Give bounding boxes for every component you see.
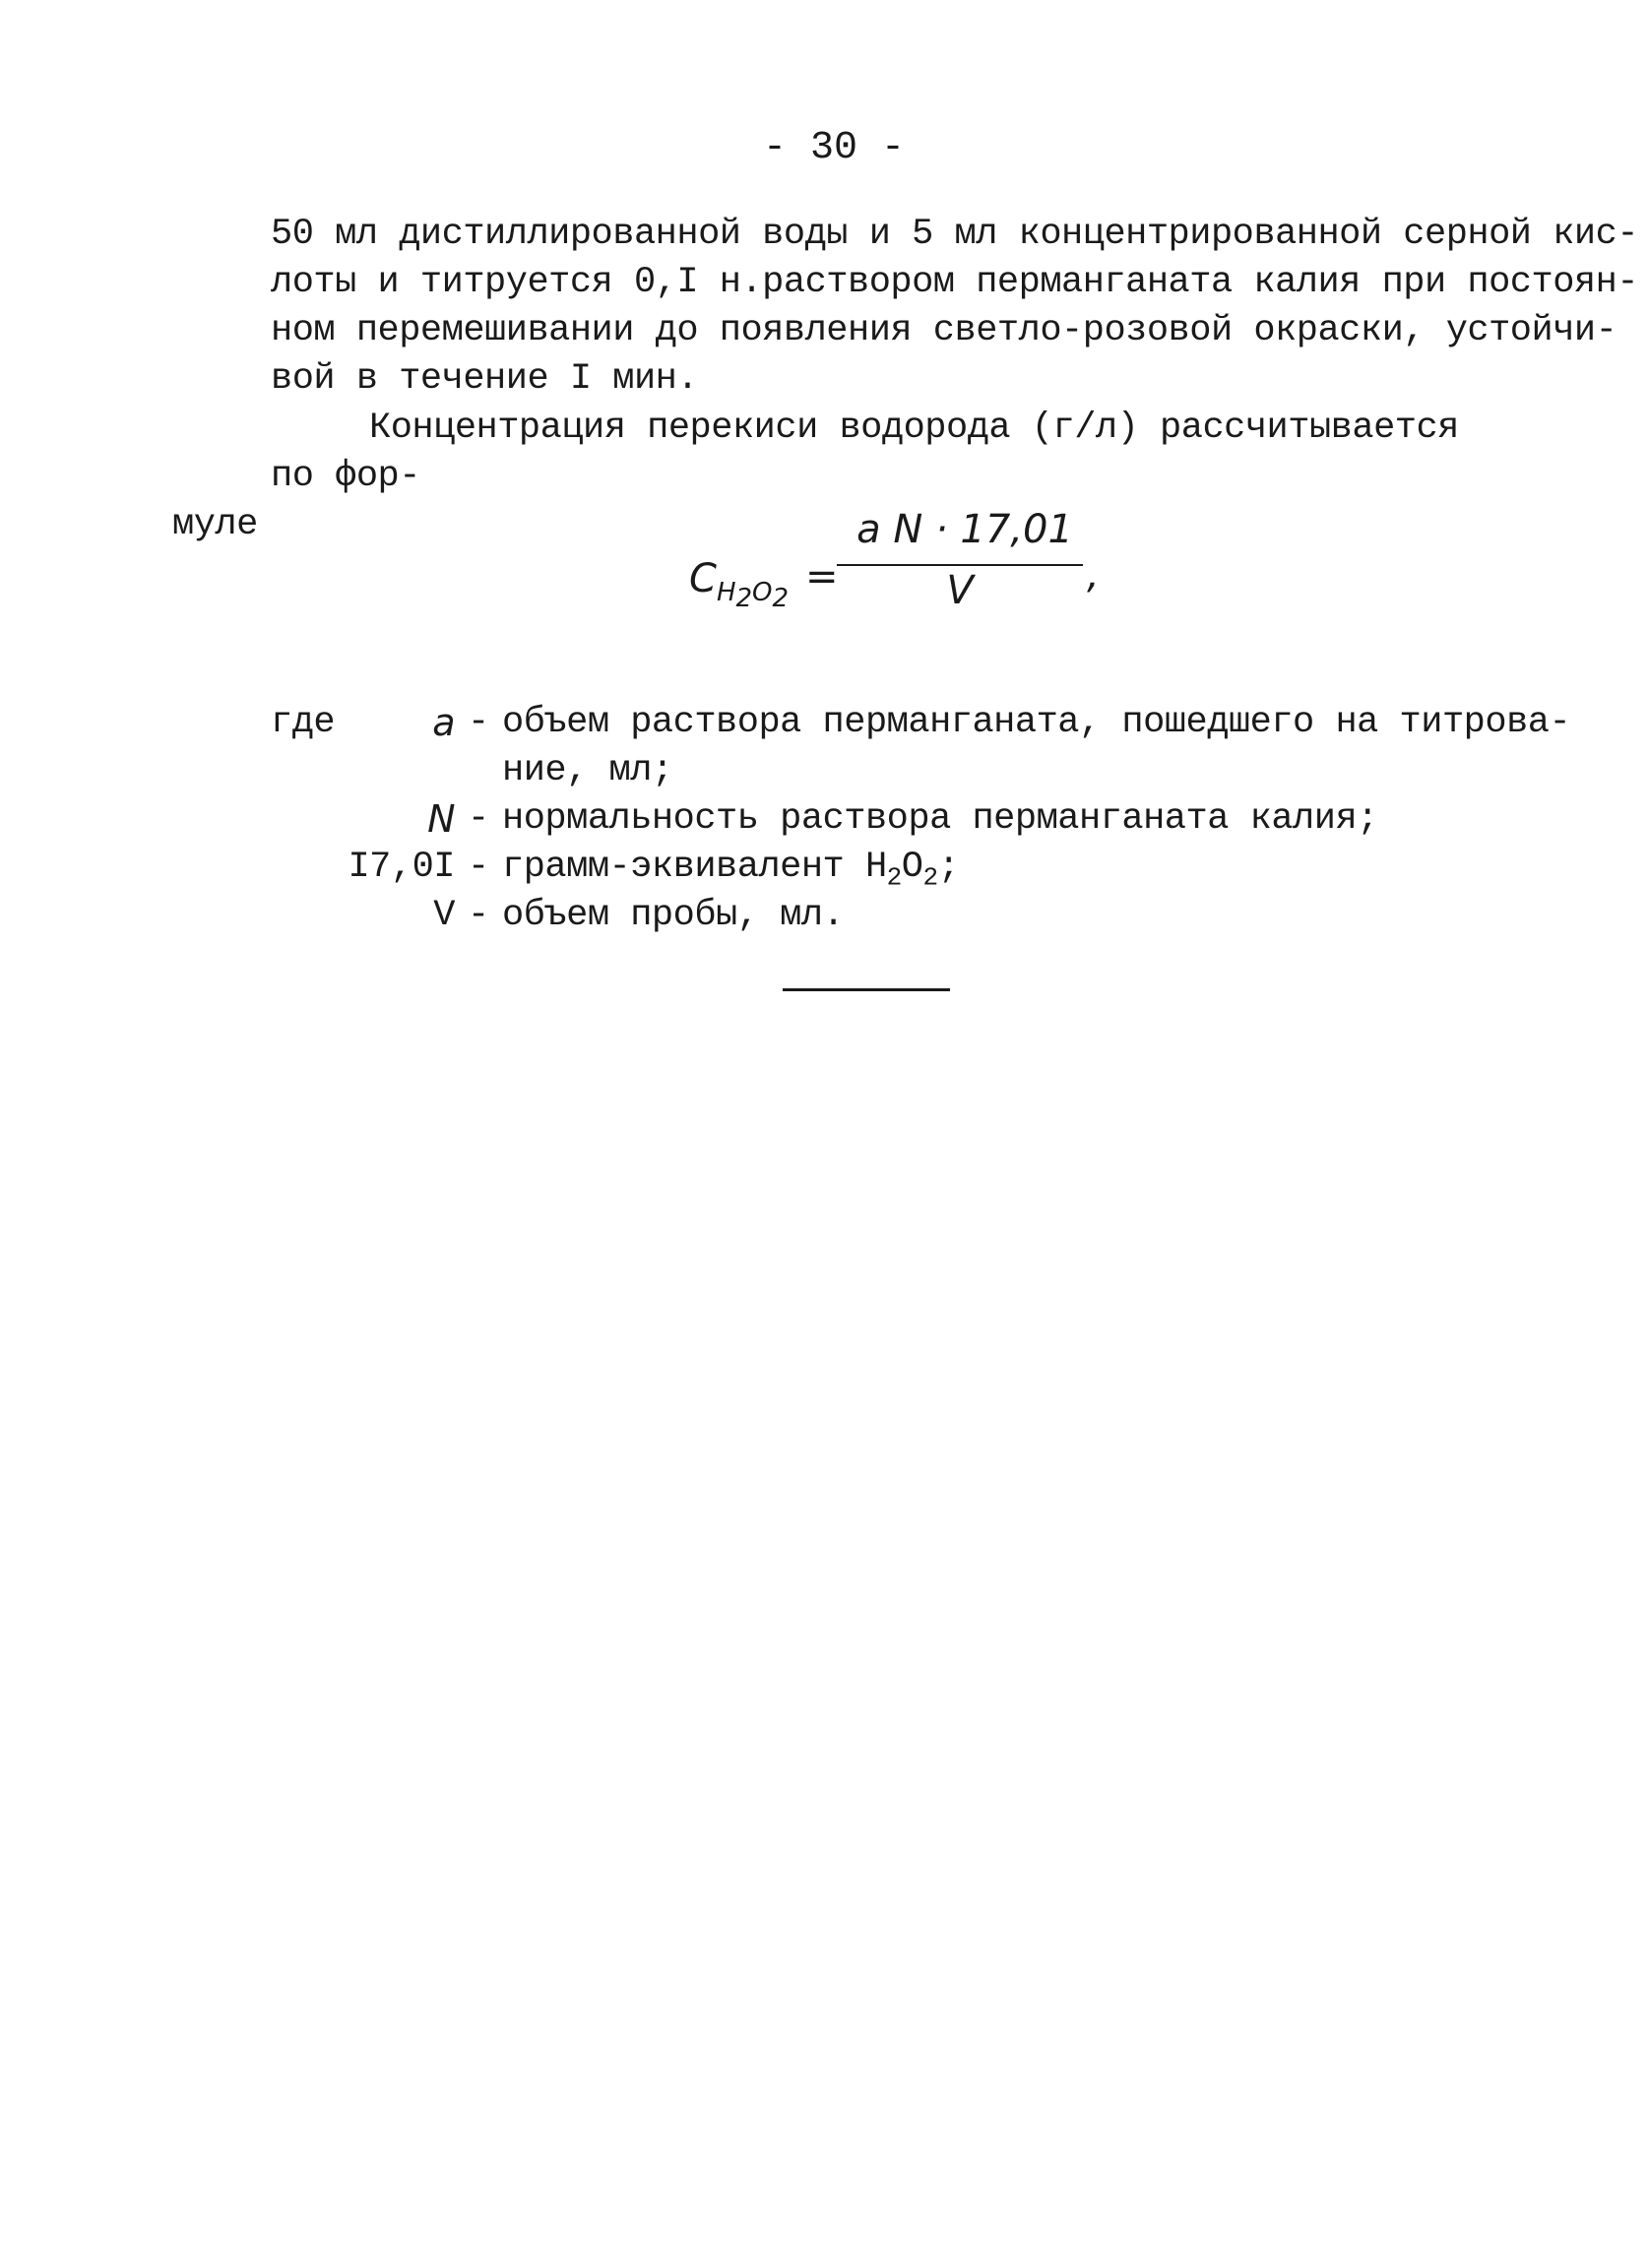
formula-sub-h: H bbox=[716, 578, 736, 607]
legend-symbol: I7,0I bbox=[348, 847, 455, 888]
legend-text-prefix: грамм-эквивалент H bbox=[502, 847, 887, 888]
legend-dash: - bbox=[468, 798, 489, 840]
text-line: Концентрация перекиси водорода (г/л) рассчитывается по фор- bbox=[271, 408, 1459, 497]
legend-line: объем раствора перманганата, пошедшего на титрова- bbox=[502, 702, 1571, 743]
formula-trailing-comma: , bbox=[1087, 552, 1100, 598]
legend-item bbox=[0, 892, 1648, 940]
formula-fraction-bar bbox=[837, 564, 1083, 566]
legend-text-mid: O bbox=[901, 847, 923, 888]
formula-sub-2a: 2 bbox=[735, 584, 753, 614]
formula-sub-2b: 2 bbox=[772, 584, 790, 614]
legend-description bbox=[502, 795, 1496, 844]
legend-line: нормальность раствора перманганата калия; bbox=[502, 798, 1378, 840]
formula-equals: = bbox=[805, 554, 839, 599]
legend-description bbox=[502, 699, 1571, 795]
legend-line: ние, мл; bbox=[502, 750, 673, 791]
text-line: 50 мл дистиллированной воды и 5 мл концентрированной серной кис- bbox=[271, 214, 1639, 255]
legend-subscript: 2 bbox=[886, 862, 902, 893]
text-line: лоты и титруется 0,I н.раствором перманганата калия при постоян- bbox=[271, 262, 1639, 303]
legend-text-suffix: ; bbox=[937, 847, 960, 888]
page-number: - 30 - bbox=[762, 126, 906, 170]
legend-symbol: N bbox=[427, 797, 455, 841]
paragraph-procedure bbox=[271, 211, 1639, 404]
formula-numerator: a N · 17,01 bbox=[856, 507, 1073, 552]
legend-dash: - bbox=[468, 895, 489, 936]
concentration-formula bbox=[689, 507, 1122, 625]
legend-subscript: 2 bbox=[922, 862, 938, 893]
legend-line: объем пробы, мл. bbox=[502, 895, 845, 936]
legend-symbol: a bbox=[432, 701, 455, 744]
legend-dash: - bbox=[468, 847, 489, 888]
legend-symbol: V bbox=[433, 895, 455, 936]
section-end-rule bbox=[783, 988, 950, 991]
text-line: вой в течение I мин. bbox=[271, 358, 699, 400]
legend-item bbox=[0, 699, 1648, 791]
legend-description bbox=[502, 892, 1496, 940]
legend-item bbox=[0, 795, 1648, 844]
formula-symbol-c: C bbox=[689, 556, 717, 601]
formula-lhs bbox=[689, 556, 789, 613]
legend-intro-word: где bbox=[271, 702, 336, 743]
legend-dash: - bbox=[468, 702, 489, 743]
legend-item bbox=[0, 844, 1648, 892]
formula-denominator: V bbox=[946, 568, 974, 613]
text-line: муле bbox=[172, 504, 258, 545]
formula-sub-o: O bbox=[752, 578, 773, 607]
formula-subscript bbox=[716, 578, 790, 614]
text-line: ном перемешивании до появления светло-розовой окраски, устойчи- bbox=[271, 310, 1617, 351]
